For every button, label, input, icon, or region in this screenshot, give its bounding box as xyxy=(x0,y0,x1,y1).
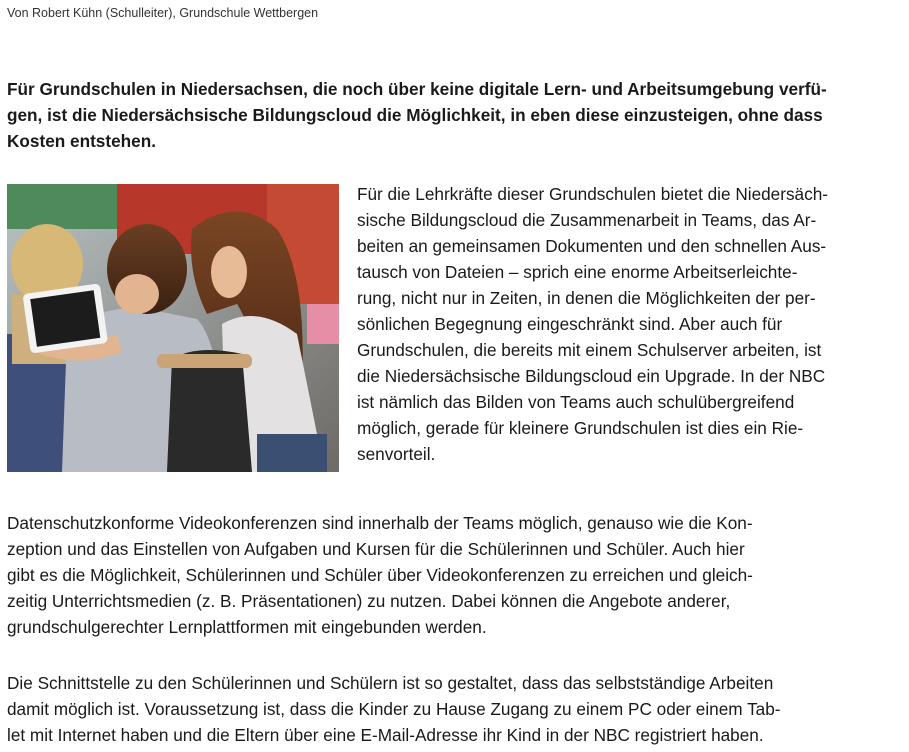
text-line: Die Schnittstelle zu den Schülerinnen und Schülern ist so gestaltet, dass das selbstständige Arbeiten xyxy=(7,673,774,693)
lead-line: Kosten entstehen. xyxy=(7,131,156,151)
text-line: gibt es die Möglichkeit, Schülerinnen und Schüler über Videokonferenzen zu erreichen und gleich- xyxy=(7,565,753,585)
text-line: Für die Lehrkräfte dieser Grundschulen bietet die Niedersäch- xyxy=(357,184,828,204)
text-line: rung, nicht nur in Zeiten, in denen die Möglichkeiten der per- xyxy=(357,288,816,308)
text-line: sische Bildungscloud die Zusammenarbeit in Teams, das Ar- xyxy=(357,210,817,230)
text-line: zeitig Unterrichtsmedien (z. B. Präsentationen) zu nutzen. Dabei können die Angebote anderer, xyxy=(7,591,731,611)
paragraph-1 xyxy=(357,181,828,467)
text-line: tausch von Dateien – sprich eine enorme Arbeitserleichte- xyxy=(357,262,798,282)
text-line: let mit Internet haben und die Eltern über eine E-Mail-Adresse ihr Kind in der NBC registriert haben. xyxy=(7,725,764,745)
lead-line: gen, ist die Niedersächsische Bildungscloud die Möglichkeit, in eben diese einzusteigen, ohne dass xyxy=(7,105,823,125)
text-line: die Niedersächsische Bildungscloud ein Upgrade. In der NBC xyxy=(357,366,826,386)
text-line: Datenschutzkonforme Videokonferenzen sind innerhalb der Teams möglich, genauso wie die Kon- xyxy=(7,513,753,533)
text-line: damit möglich ist. Voraussetzung ist, dass die Kinder zu Hause Zugang zu einem PC oder einem Tab- xyxy=(7,699,781,719)
text-line: zeption und das Einstellen von Aufgaben und Kursen für die Schülerinnen und Schüler. Auch hier xyxy=(7,539,745,559)
text-line: möglich, gerade für kleinere Grundschulen ist dies ein Rie- xyxy=(357,418,804,438)
text-line: beiten an gemeinsamen Dokumenten und den schnellen Aus- xyxy=(357,236,827,256)
text-line: senvorteil. xyxy=(357,444,436,464)
article-lead xyxy=(7,76,902,154)
text-line: ist nämlich das Bilden von Teams auch schulübergreifend xyxy=(357,392,795,412)
lead-line: Für Grundschulen in Niedersachsen, die noch über keine digitale Lern- und Arbeitsumgebung verfü- xyxy=(7,79,827,99)
text-line: sönlichen Begegnung eingeschränkt sind. Aber auch für xyxy=(357,314,783,334)
classroom-photo xyxy=(7,184,339,472)
article-byline: Von Robert Kühn (Schulleiter), Grundschule Wettbergen xyxy=(7,6,319,20)
text-line: grundschulgerechter Lernplattformen mit eingebunden werden. xyxy=(7,617,487,637)
paragraph-3 xyxy=(7,670,781,748)
text-line: Grundschulen, die bereits mit einem Schulserver arbeiten, ist xyxy=(357,340,822,360)
paragraph-2 xyxy=(7,510,753,640)
